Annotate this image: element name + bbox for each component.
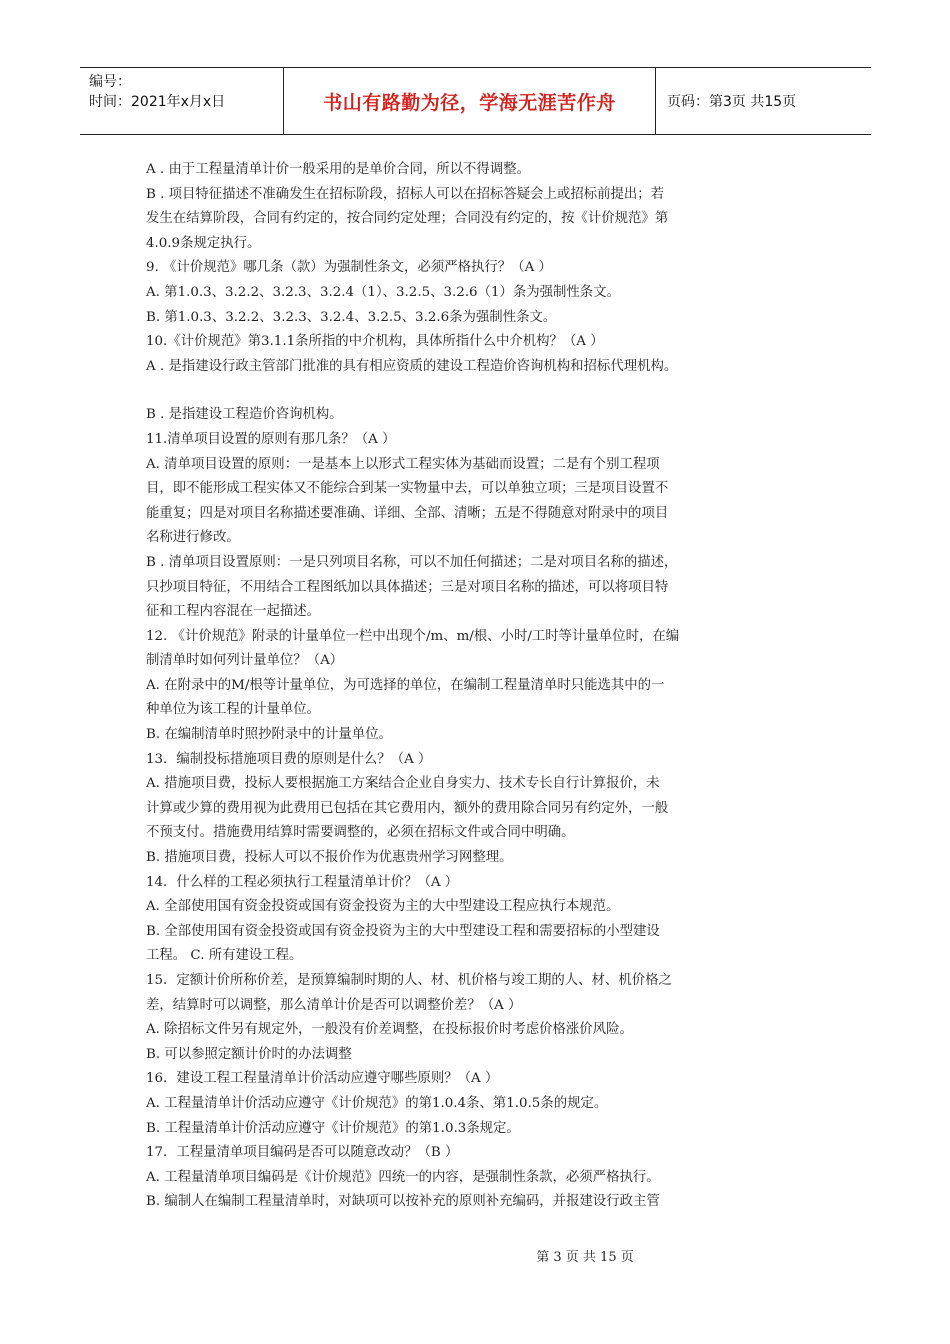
page-header	[80, 67, 871, 135]
header-motto: 书山有路勤为径，学海无涯苦作舟	[284, 68, 656, 134]
text-line: 目，即不能形成工程实体又不能综合到某一实物量中去，可以单独立项；三是项目设置不	[146, 481, 669, 497]
text-line: A. 工程量清单计价活动应遵守《计价规范》的第1.0.4条、第1.0.5条的规定。	[146, 1095, 608, 1111]
page-footer: 第 3 页 共 15 页	[536, 1250, 634, 1265]
text-line: 4.0.9条规定执行。	[146, 235, 261, 251]
text-line: 能重复；四是对项目名称描述要准确、详细、全部、清晰；五是不得随意对附录中的项目	[146, 505, 669, 521]
text-line: A. 在附录中的M/根等计量单位，为可选择的单位，在编制工程量清单时只能选其中的一	[146, 677, 665, 693]
text-line: B. 措施项目费，投标人可以不报价作为优惠贵州学习网整理。	[146, 850, 513, 866]
text-line: A. 除招标文件另有规定外，一般没有价差调整，在投标报价时考虑价格涨价风险。	[146, 1022, 633, 1038]
question-line: 12. 《计价规范》附录的计量单位一栏中出现个/m、m/根、小时/工时等计量单位时，在编	[146, 628, 680, 644]
text-line: B. 第1.0.3、3.2.2、3.2.3、3.2.4、3.2.5、3.2.6条为强制性条文。	[146, 309, 557, 325]
question-line: 13．编制投标措施项目费的原则是什么？（A ）	[146, 751, 432, 767]
text-line: B. 工程量清单计价活动应遵守《计价规范》的第1.0.3条规定。	[146, 1120, 520, 1136]
text-line: A. 第1.0.3、3.2.2、3.2.3、3.2.4（1）、3.2.5、3.2.6（1）条为强制性条文。	[146, 284, 620, 300]
question-line: 14．什么样的工程必须执行工程量清单计价？（A ）	[146, 874, 459, 890]
text-line: 制清单时如何列计量单位？（A）	[146, 653, 344, 669]
text-line: B . 项目特征描述不准确发生在招标阶段，招标人可以在招标答疑会上或招标前提出；若	[146, 186, 665, 202]
question-line: 11.清单项目设置的原则有那几条？（A ）	[146, 431, 396, 447]
text-line: B . 是指建设工程造价咨询机构。	[146, 407, 343, 423]
question-line: 17．工程量清单项目编码是否可以随意改动？（B ）	[146, 1145, 459, 1161]
document-body	[146, 158, 811, 1215]
question-line: 16．建设工程工程量清单计价活动应遵守哪些原则？（A ）	[146, 1071, 499, 1087]
text-line: 计算或少算的费用视为此费用已包括在其它费用内，额外的费用除合同另有约定外，一般	[146, 800, 669, 816]
text-line: 差，结算时可以调整，那么清单计价是否可以调整价差？（A ）	[146, 997, 522, 1013]
header-page-label: 页码：第3页 共15页	[667, 94, 797, 110]
question-line: 15．定额计价所称价差，是预算编制时期的人、材、机价格与竣工期的人、材、机价格之	[146, 973, 672, 988]
text-line: 种单位为该工程的计量单位。	[146, 702, 321, 718]
text-line: A . 由于工程量清单计价一般采用的是单价合同，所以不得调整。	[146, 162, 530, 177]
text-line: A. 措施项目费，投标人要根据施工方案结合企业自身实力、技术专长自行计算报价，未	[146, 776, 660, 792]
text-line: 不预支付。措施费用结算时需要调整的，必须在招标文件或合同中明确。	[146, 825, 575, 841]
header-time-label: 时间：2021年x月x日	[89, 94, 226, 110]
text-line: A . 是指建设行政主管部门批准的具有相应资质的建设工程造价咨询机构和招标代理机构。	[146, 358, 678, 374]
text-line: B. 编制人在编制工程量清单时，对缺项可以按补充的原则补充编码，并报建设行政主管	[146, 1194, 660, 1210]
text-line: B. 在编制清单时照抄附录中的计量单位。	[146, 727, 392, 743]
question-line: 10.《计价规范》第3.1.1条所指的中介机构，具体所指什么中介机构？（A ）	[146, 334, 604, 350]
text-line: A. 工程量清单项目编码是《计价规范》四统一的内容，是强制性条款，必须严格执行。	[146, 1169, 660, 1185]
text-line: B. 全部使用国有资金投资或国有资金投资为主的大中型建设工程和需要招标的小型建设	[146, 923, 660, 939]
text-line: 发生在结算阶段，合同有约定的，按合同约定处理；合同没有约定的，按《计价规范》第	[146, 211, 669, 227]
text-line: A. 清单项目设置的原则：一是基本上以形式工程实体为基础而设置；二是有个别工程项	[146, 456, 660, 472]
text-line: 工程。 C. 所有建设工程。	[146, 948, 303, 964]
text-line: 名称进行修改。	[146, 530, 240, 546]
question-line: 9. 《计价规范》哪几条（款）为强制性条文，必须严格执行？（A ）	[146, 260, 552, 276]
text-line: B. 可以参照定额计价时的办法调整	[146, 1046, 352, 1062]
text-line: 只抄项目特征，不用结合工程图纸加以具体描述；三是对项目名称的描述，可以将项目特	[146, 579, 669, 595]
header-meta	[80, 68, 284, 134]
text-line: A. 全部使用国有资金投资或国有资金投资为主的大中型建设工程应执行本规范。	[146, 899, 620, 915]
text-line: 征和工程内容混在一起描述。	[146, 604, 321, 620]
text-line: B . 清单项目设置原则：一是只列项目名称，可以不加任何描述；二是对项目名称的描述，	[146, 554, 678, 570]
header-number-label: 编号：	[89, 74, 131, 90]
